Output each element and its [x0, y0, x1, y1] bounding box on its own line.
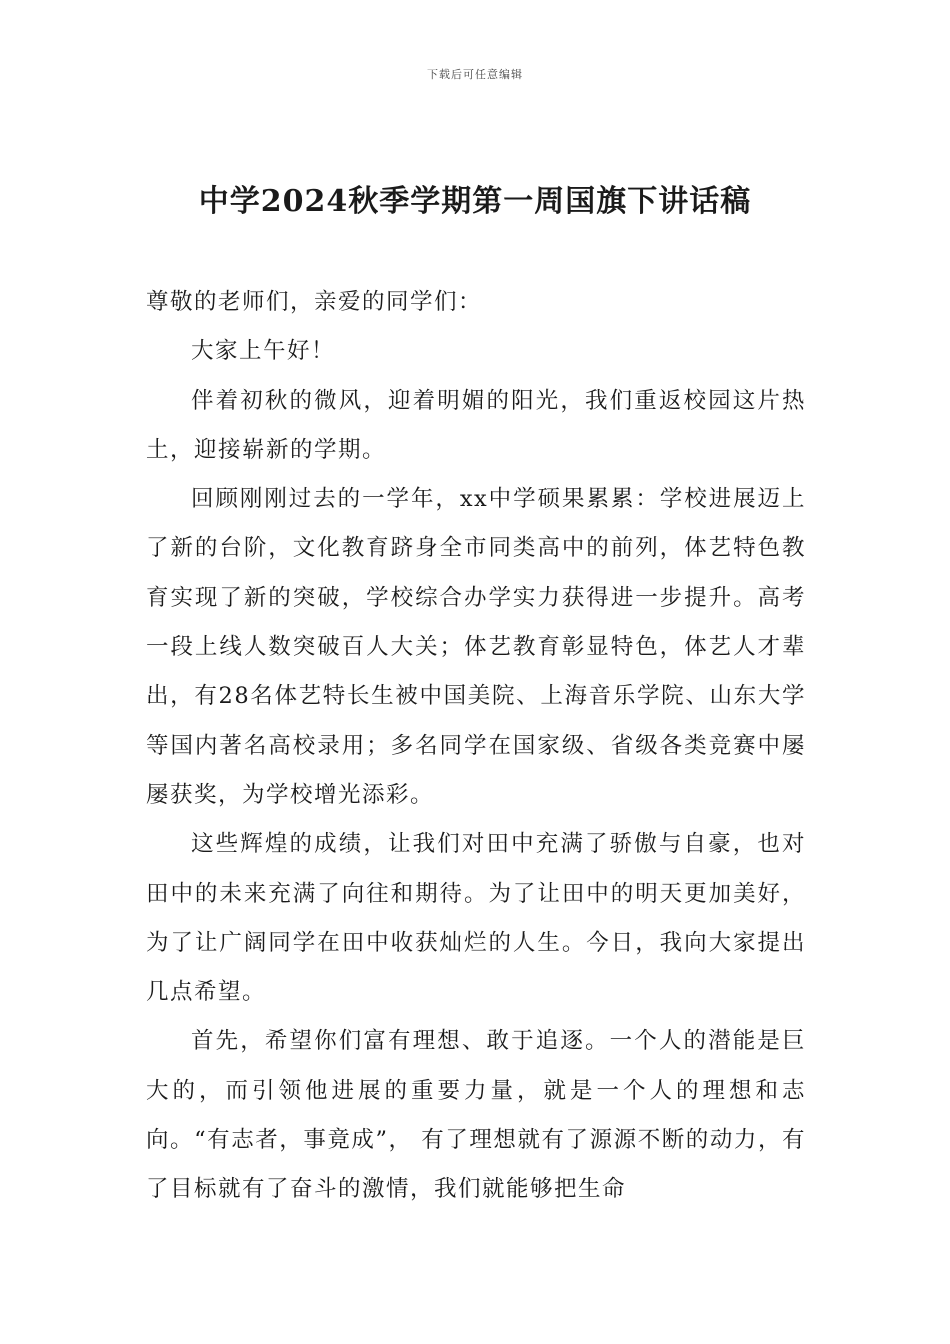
- header-note: 下载后可任意编辑: [427, 68, 523, 81]
- paragraph-greeting: 大家上午好！: [191, 338, 336, 365]
- document-title: 中学2024秋季学期第一周国旗下讲话稿: [198, 184, 752, 219]
- document-body: [146, 278, 806, 1215]
- paragraph-review: 回顾刚刚过去的一学年，xx中学硕果累累：学校进展迈上了新的台阶，文化教育跻身全市同类高中的前列，体艺特色教育实现了新的突破，学校综合办学实力获得进一步提升。高考一段上线人数突破百人大关；体艺教育彰显特色，体艺人才辈出，有28名体艺特长生被中国美院、上海音乐学院、山东大学等国内著名高校录用；多名同学在国家级、省级各类竞赛中屡屡获奖，为学校增光添彩。: [146, 486, 806, 808]
- paragraph-first-hope: 首先，希望你们富有理想、敢于追逐。一个人的潜能是巨大的，而引领他进展的重要力量，就是一个人的理想和志向。“有志者，事竟成”， 有了理想就有了源源不断的动力，有了目标就有了奋斗的激情，我们就能够把生命: [146, 1028, 806, 1203]
- salutation: 尊敬的老师们，亲爱的同学们：: [146, 289, 483, 315]
- paragraph-expectations: 这些辉煌的成绩，让我们对田中充满了骄傲与自豪，也对田中的未来充满了向往和期待。为了让田中的明天更加美好，为了让广阔同学在田中收获灿烂的人生。今日，我向大家提出几点希望。: [146, 831, 806, 1006]
- paragraph-opening: 伴着初秋的微风，迎着明媚的阳光，我们重返校园这片热土，迎接崭新的学期。: [146, 387, 806, 463]
